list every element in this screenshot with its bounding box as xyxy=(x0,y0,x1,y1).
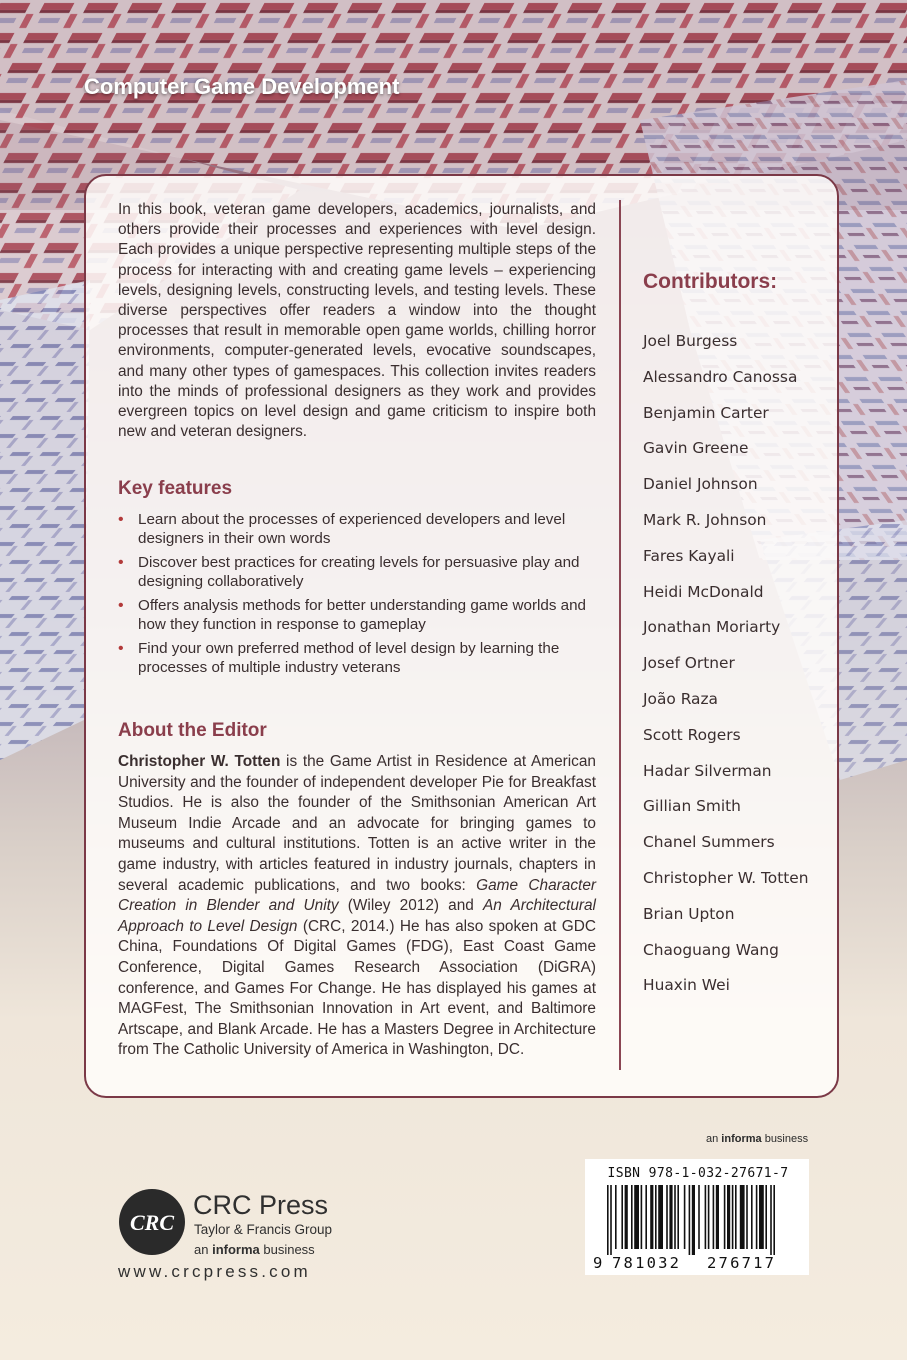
contributors-list xyxy=(643,330,809,1010)
barcode-bar xyxy=(666,1185,668,1249)
book-title: An Architectural Approach to Level Design xyxy=(118,897,596,935)
contributor-name: João Raza xyxy=(643,689,718,708)
barcode-bar xyxy=(746,1185,748,1249)
barcode-bar xyxy=(658,1185,663,1249)
series-title: Computer Game Development xyxy=(84,74,400,99)
isbn-text: ISBN 978-1-032-27671-7 xyxy=(607,1166,789,1181)
contributor-name: Josef Ortner xyxy=(643,654,735,673)
contributor-name: Gavin Greene xyxy=(643,439,749,458)
contributor-name: Mark R. Johnson xyxy=(643,510,767,529)
contributor-name: Benjamin Carter xyxy=(643,403,769,422)
barcode-bar xyxy=(669,1185,672,1249)
contributor-name: Brian Upton xyxy=(643,904,735,923)
contributor-name: Huaxin Wei xyxy=(643,976,730,995)
barcode-bar xyxy=(650,1185,653,1249)
barcode-bar xyxy=(692,1185,695,1255)
key-features-heading: Key features xyxy=(118,478,233,499)
barcode-bar xyxy=(756,1185,758,1249)
barcode-bar xyxy=(751,1185,753,1249)
crc-logo-icon xyxy=(118,1188,186,1256)
barcode-bar xyxy=(655,1185,657,1249)
barcode-bar xyxy=(607,1185,609,1255)
contributor-name: Hadar Silverman xyxy=(643,761,772,780)
barcode-bar xyxy=(625,1185,628,1249)
contributor-name: Heidi McDonald xyxy=(643,582,764,601)
barcode-bar xyxy=(698,1185,700,1249)
barcode-bar xyxy=(770,1185,772,1255)
feature-item: • Discover best practices for creating levels for persuasive play and designing collaboratively xyxy=(118,554,580,590)
book-description: In this book, veteran game developers, academics, journalists, and others provide their processes and experiences with level design. Each provides a unique perspective representing multiple steps of the process for interacting with and creating game levels – experiencing levels, designing levels, constructing levels, and testing levels. These diverse perspectives offer readers a window into the thought processes that result in memorable open game worlds, chilling horror environments, computer-generated levels, evocative soundscapes, and many other types of gamespaces. This collection invites readers into the minds of professional designers as they work and provides evergreen topics on level design and game criticism to inspire both new and veteran designers. xyxy=(118,201,596,441)
barcode-bar xyxy=(631,1185,633,1249)
contributor-name: Gillian Smith xyxy=(643,797,741,816)
contributors-heading: Contributors: xyxy=(643,270,778,293)
contributor-name: Jonathan Moriarty xyxy=(643,618,781,637)
book-title: Game Character Creation in Blender and Unity xyxy=(118,876,596,915)
barcode-bar xyxy=(705,1185,707,1249)
contributor-name: Joel Burgess xyxy=(643,332,738,350)
barcode-bar xyxy=(716,1185,719,1249)
feature-item: • Learn about the processes of experienced developers and level designers in their own words xyxy=(118,511,566,547)
barcode-bar xyxy=(759,1185,764,1249)
barcode-bar xyxy=(610,1185,612,1255)
publisher-group: Taylor & Francis Group xyxy=(194,1222,333,1237)
barcode-bar xyxy=(724,1185,726,1249)
isbn-barcode xyxy=(585,1159,809,1275)
barcode-bar xyxy=(727,1185,730,1249)
bullet-icon: • xyxy=(118,597,124,614)
editor-bio: Christopher W. Totten is the Game Artist in Residence at American University and the founder of independent developer Pie for Breakfast Studios. He is also the founder of the Smithsonian American Art Museum Indie Arcade and an advocate for bringing games to museums and cultural institutions. Totten is an active writer in the game industry, with articles featured in industry journals, chapters in several academic publications, and two books: Game Character Creation in Blender and Unity (Wiley 2012) and An Architectural Approach to Level Design (CRC, 2014.) He has also spoken at GDC China, Foundations Of Digital Games (FDG), East Coast Game Conference, Digital Games Research Association (DiGRA) conference, and Games For Change. He has displayed his games at MAGFest, The Smithsonian Innovation in Art event, and Baltimore Artscape, and Blank Arcade. He has a Masters Degree in Architecture from The Catholic University of America in Washington, DC. xyxy=(118,753,597,1059)
about-editor-heading: About the Editor xyxy=(118,720,267,741)
publisher-name: CRC Press xyxy=(193,1190,329,1220)
crc-logo-text: CRC xyxy=(129,1210,175,1235)
ean-first-digit: 9 xyxy=(593,1254,603,1272)
barcode-bar xyxy=(708,1185,710,1249)
barcode-bar xyxy=(621,1185,623,1249)
informa-business-tag: an informa business xyxy=(706,1133,809,1145)
contributor-name: Christopher W. Totten xyxy=(643,868,809,887)
barcode-bar xyxy=(674,1185,676,1249)
barcode-bar xyxy=(765,1185,767,1249)
barcode-bar xyxy=(689,1185,691,1255)
barcode-graphic xyxy=(585,1159,809,1275)
barcode-bar xyxy=(677,1185,679,1249)
barcode-bar xyxy=(615,1185,617,1249)
barcode-bar xyxy=(641,1185,643,1249)
barcode-bar xyxy=(713,1185,715,1249)
feature-item: • Find your own preferred method of level design by learning the processes of multiple industry veterans xyxy=(118,640,560,676)
contributor-name: Alessandro Canossa xyxy=(643,367,798,386)
barcode-bar xyxy=(732,1185,734,1249)
bullet-icon: • xyxy=(118,640,124,657)
barcode-bar xyxy=(684,1185,686,1249)
editor-name: Christopher W. Totten xyxy=(118,753,281,770)
column-divider xyxy=(619,200,621,1070)
feature-item: • Offers analysis methods for better understanding game worlds and how they function in response to gameplay xyxy=(118,597,586,633)
contributor-name: Scott Rogers xyxy=(643,725,741,744)
publisher-url: www.crcpress.com xyxy=(118,1262,311,1281)
contributor-name: Chaoguang Wang xyxy=(643,940,779,959)
bullet-icon: • xyxy=(118,511,124,528)
contributor-name: Fares Kayali xyxy=(643,546,735,565)
barcode-bar xyxy=(773,1185,775,1255)
barcode-bar xyxy=(645,1185,647,1249)
contributor-name: Daniel Johnson xyxy=(643,475,758,494)
informa-business-line: an informa business xyxy=(194,1242,315,1257)
barcode-bar xyxy=(634,1185,639,1249)
ean-right-digits: 276717 xyxy=(707,1254,777,1272)
barcode-bar xyxy=(735,1185,737,1249)
contributor-name: Chanel Summers xyxy=(643,833,775,852)
ean-left-digits: 781032 xyxy=(612,1254,682,1272)
barcode-bar xyxy=(740,1185,745,1249)
bullet-icon: • xyxy=(118,554,124,571)
key-features-list xyxy=(118,510,588,682)
